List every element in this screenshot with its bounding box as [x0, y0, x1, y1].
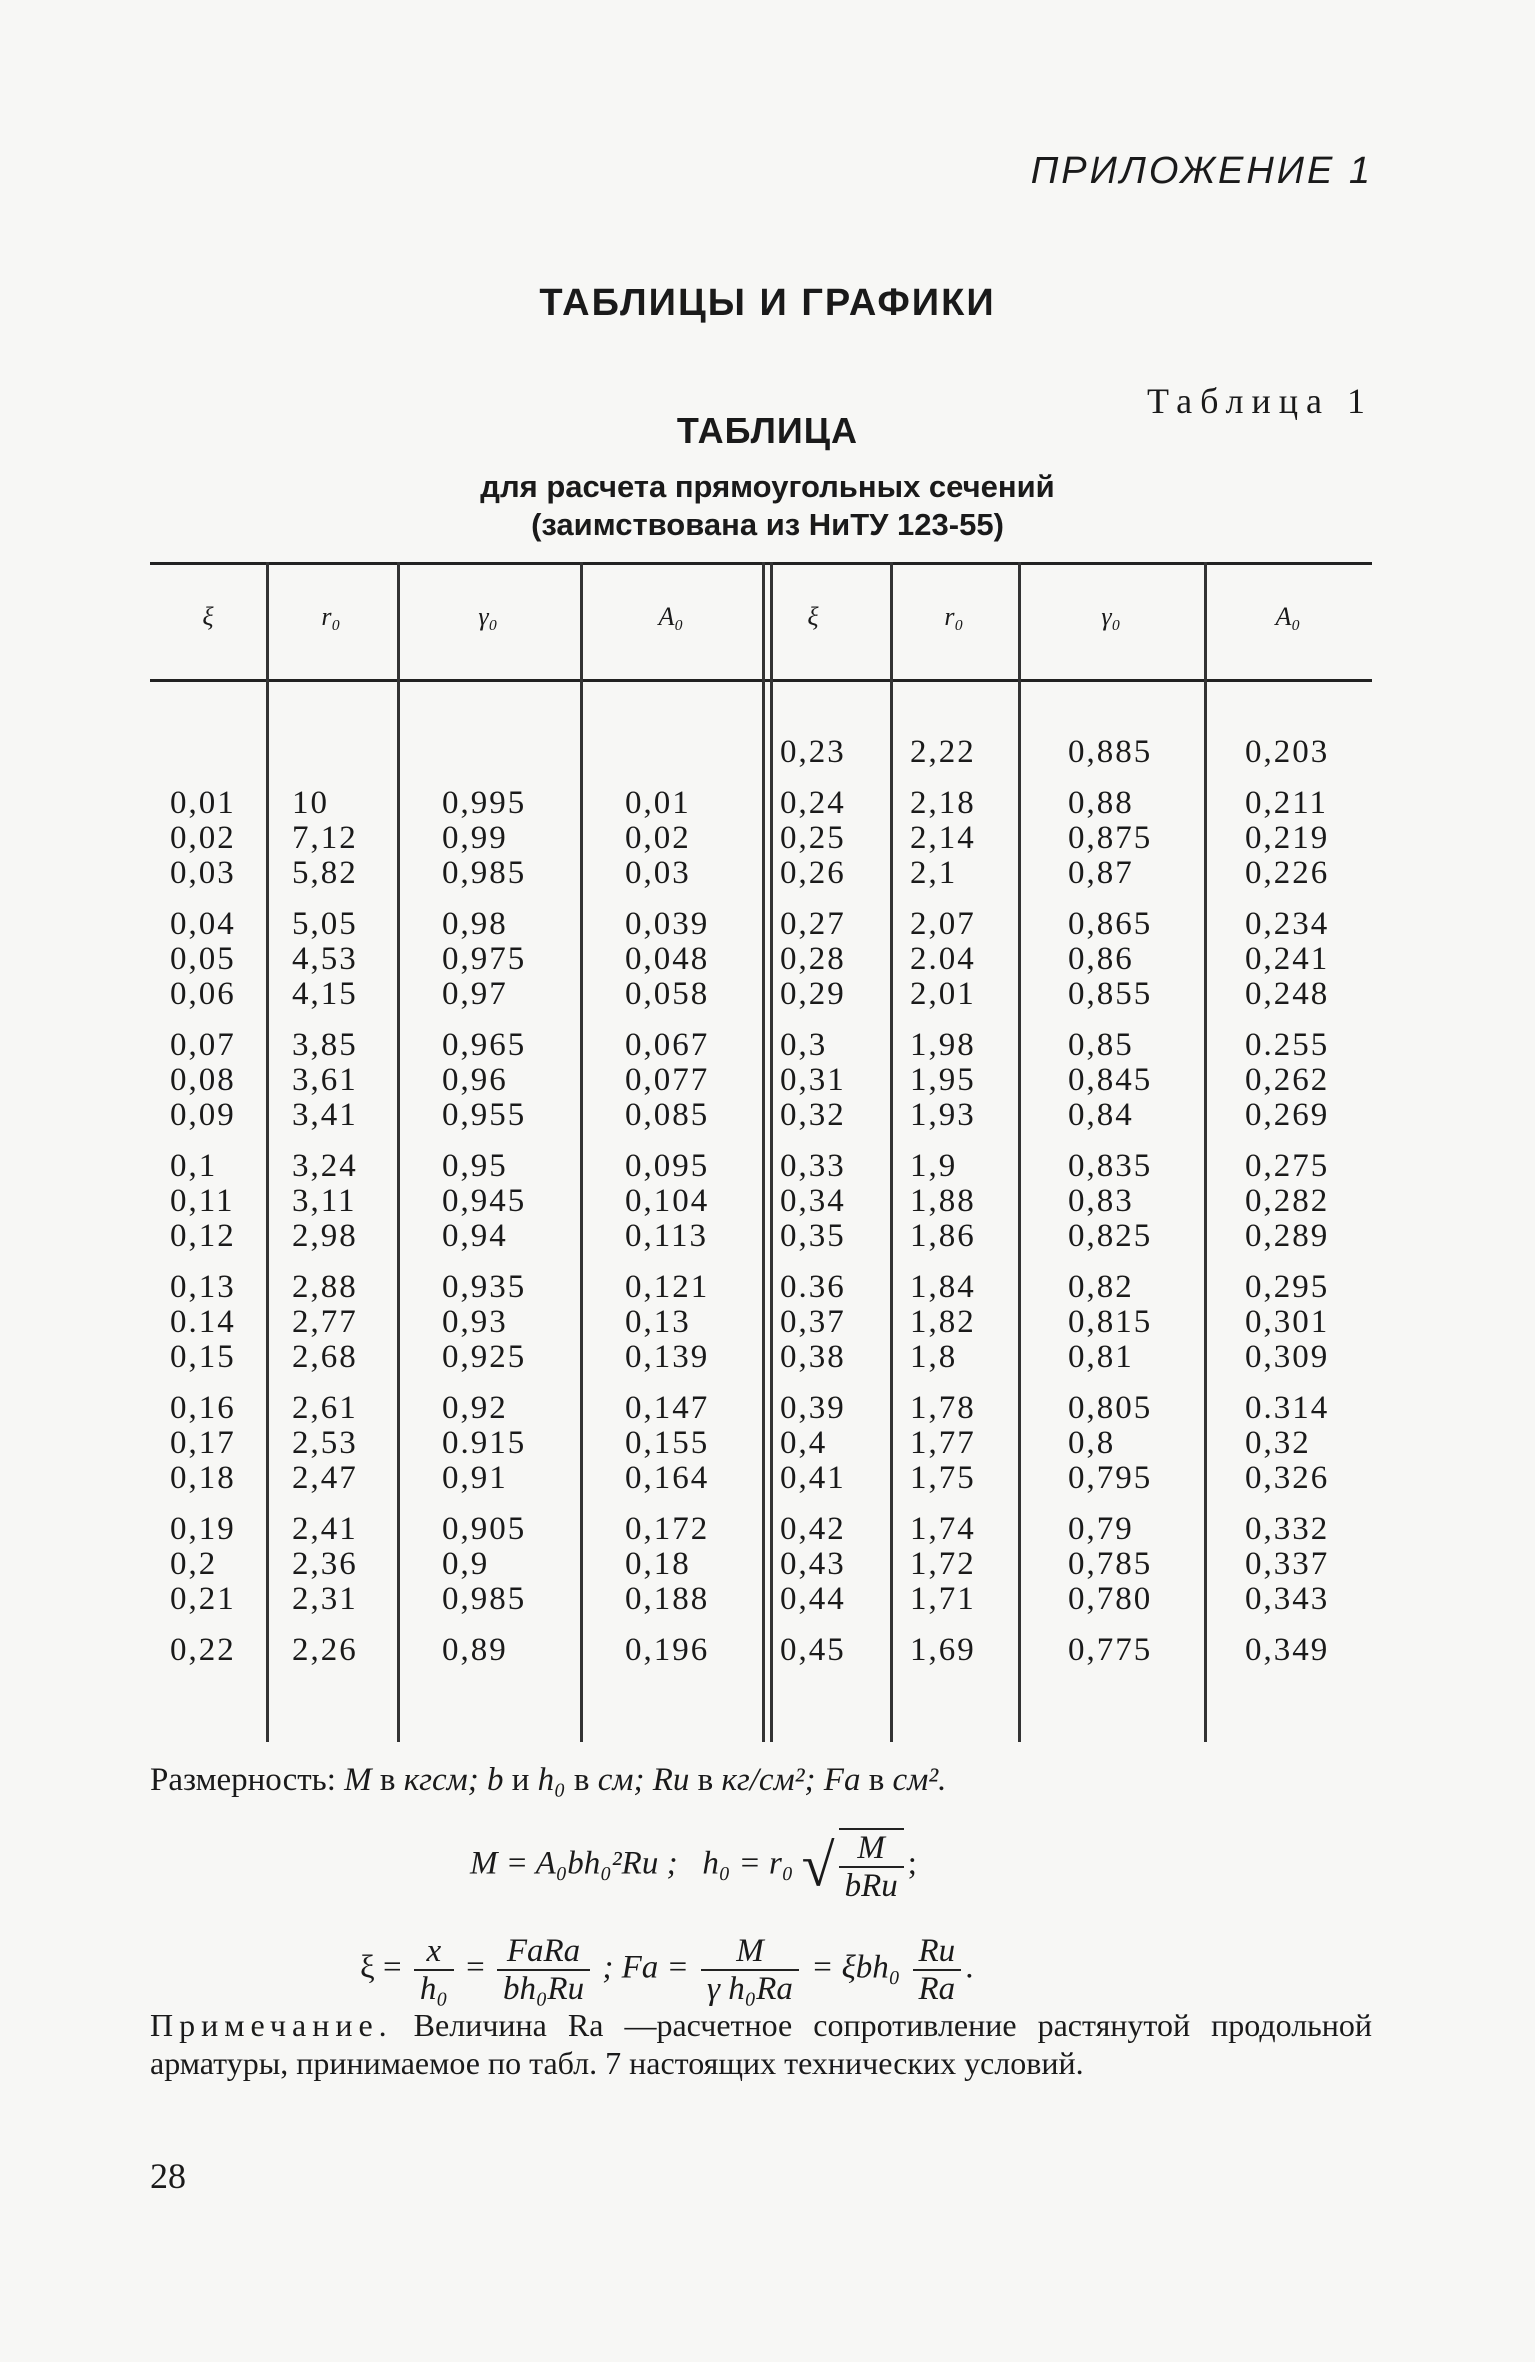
- formula-equals: =: [466, 1949, 485, 1986]
- table-cell: 0,995: [442, 785, 527, 821]
- table-row: [150, 1511, 1372, 1547]
- table-cell: 0,03: [170, 855, 236, 891]
- table-cell: 0,3: [780, 1027, 828, 1063]
- units-v4: в: [868, 1762, 885, 1798]
- table-cell: 0,34: [780, 1183, 846, 1219]
- table-cell: 5,82: [292, 855, 358, 891]
- units-v2: в: [573, 1762, 590, 1798]
- table-row: [150, 1218, 1372, 1254]
- table-cell: 0,98: [442, 906, 508, 942]
- table-cell: 0,155: [625, 1425, 710, 1461]
- table-cell: 0,164: [625, 1460, 710, 1496]
- units-m: M: [344, 1762, 372, 1798]
- units-sm2: см².: [892, 1762, 947, 1798]
- fraction-numerator: FаRа: [497, 1933, 590, 1971]
- units-fa: Fа: [823, 1762, 861, 1798]
- table-cell: 3,11: [292, 1183, 357, 1219]
- table-cell: 1,74: [910, 1511, 976, 1547]
- table-row: [150, 820, 1372, 856]
- table-cell: 0,84: [1068, 1097, 1134, 1133]
- column-header: A₀: [658, 602, 684, 631]
- table-cell: 0,825: [1068, 1218, 1153, 1254]
- table-cell: 0,104: [625, 1183, 710, 1219]
- table-cell: 1,8: [910, 1339, 958, 1375]
- table-cell: 0,37: [780, 1304, 846, 1340]
- table-cell: 0,33: [780, 1148, 846, 1184]
- fraction-denominator: γ h₀Rа: [707, 1971, 793, 2007]
- table-cell: 0,815: [1068, 1304, 1153, 1340]
- table-cell: 0,775: [1068, 1632, 1153, 1668]
- section-title: ТАБЛИЦЫ И ГРАФИКИ: [539, 282, 996, 324]
- table-cell: 0,95: [442, 1148, 508, 1184]
- table-subtitle-line-1: для расчета прямоугольных сечений: [480, 469, 1055, 504]
- fraction-numerator: M: [701, 1933, 799, 1971]
- table-cell: 0,44: [780, 1581, 846, 1617]
- table-cell: 0,26: [780, 855, 846, 891]
- table-cell: 0,248: [1245, 976, 1330, 1012]
- table-cell: 5,05: [292, 906, 358, 942]
- table-cell: 0,18: [170, 1460, 236, 1496]
- table-cell: 0,92: [442, 1390, 508, 1426]
- table-cell: 0,79: [1068, 1511, 1134, 1547]
- table-cell: 2,47: [292, 1460, 358, 1496]
- fraction-x-over-h0: [414, 1933, 454, 2007]
- table-cell: 0,08: [170, 1062, 236, 1098]
- table-cell: 0,81: [1068, 1339, 1134, 1375]
- units-label: Размерность:: [150, 1762, 336, 1798]
- table-row: [150, 1425, 1372, 1461]
- formula-moment: [470, 1828, 917, 1904]
- table-cell: 0,28: [780, 941, 846, 977]
- table-cell: 1,75: [910, 1460, 976, 1496]
- table-cell: 2,01: [910, 976, 976, 1012]
- table-cell: 0,4: [780, 1425, 828, 1461]
- column-header: r₀: [944, 602, 964, 631]
- table-cell: 0,9: [442, 1546, 490, 1582]
- table-row: [150, 941, 1372, 977]
- table-cell: 0,275: [1245, 1148, 1330, 1184]
- table-cell: 10: [292, 785, 329, 821]
- table-cell: 0,282: [1245, 1183, 1330, 1219]
- table-cell: 1,69: [910, 1632, 976, 1668]
- table-subtitle: [0, 468, 1535, 544]
- table-cell: 7,12: [292, 820, 358, 856]
- table-cell: 0,97: [442, 976, 508, 1012]
- formula-moment-lhs: M = A₀bh₀²Rи ;: [470, 1845, 678, 1882]
- units-v1: в: [379, 1762, 396, 1798]
- table-cell: 0,17: [170, 1425, 236, 1461]
- table-number: Таблица 1: [1147, 381, 1373, 421]
- column-header: γ₀: [478, 602, 498, 631]
- table-cell: 0,795: [1068, 1460, 1153, 1496]
- units-i: и: [511, 1762, 530, 1798]
- table-cell: 0,32: [1245, 1425, 1311, 1461]
- table-cell: 0,219: [1245, 820, 1330, 856]
- table-cell: 0,38: [780, 1339, 846, 1375]
- table-row: [150, 1097, 1372, 1133]
- table-cell: 0,048: [625, 941, 710, 977]
- table-cell: 2,22: [910, 734, 976, 770]
- note-text: Величина Rа —расчетное сопротивление растянутой продольной арматуры, принимаемое по табл. 7 настоящих технических условий.: [150, 2007, 1373, 2081]
- formula-fa: ; Fа =: [602, 1949, 689, 1986]
- table-cell: 0,965: [442, 1027, 527, 1063]
- table-row: [150, 1062, 1372, 1098]
- table-cell: 0,955: [442, 1097, 527, 1133]
- table-cell: 0,15: [170, 1339, 236, 1375]
- fraction-m-over-gamma-h0ra: [701, 1933, 799, 2007]
- table-cell: 2,26: [292, 1632, 358, 1668]
- table-cell: 1,9: [910, 1148, 958, 1184]
- table-cell: 0,39: [780, 1390, 846, 1426]
- units-kgsm: кгсм;: [403, 1762, 479, 1798]
- table-cell: 0,94: [442, 1218, 508, 1254]
- table-cell: 0,99: [442, 820, 508, 856]
- table-cell: 0,07: [170, 1027, 236, 1063]
- fraction-denominator: bh₀Rи: [502, 1971, 585, 2007]
- table-cell: 0,96: [442, 1062, 508, 1098]
- table-cell: 2,1: [910, 855, 958, 891]
- table-cell: 0,196: [625, 1632, 710, 1668]
- table-cell: 0,147: [625, 1390, 710, 1426]
- table-cell: 0,234: [1245, 906, 1330, 942]
- table-cell: 0,309: [1245, 1339, 1330, 1375]
- table-cell: 2,31: [292, 1581, 358, 1617]
- table-cell: 0,25: [780, 820, 846, 856]
- table-cell: 0,349: [1245, 1632, 1330, 1668]
- table-cell: 0,067: [625, 1027, 710, 1063]
- table-cell: 0,35: [780, 1218, 846, 1254]
- table-cell: 0,18: [625, 1546, 691, 1582]
- column-header: γ₀: [1101, 602, 1121, 631]
- table-title: ТАБЛИЦА: [676, 410, 859, 451]
- table-cell: 1,72: [910, 1546, 976, 1582]
- table-cell: 4,53: [292, 941, 358, 977]
- table-cell: 0,1: [170, 1148, 218, 1184]
- table-row: [150, 1269, 1372, 1305]
- table-row: [150, 1632, 1372, 1668]
- formula-xi-end: .: [965, 1949, 974, 1986]
- table-row: [150, 1304, 1372, 1340]
- table-cell: 0,139: [625, 1339, 710, 1375]
- table-cell: 0,241: [1245, 941, 1330, 977]
- table-cell: 0,12: [170, 1218, 236, 1254]
- table-cell: 0,935: [442, 1269, 527, 1305]
- table-cell: 0,855: [1068, 976, 1153, 1012]
- table-cell: 0,09: [170, 1097, 236, 1133]
- table-cell: 0,24: [780, 785, 846, 821]
- table-cell: 0,925: [442, 1339, 527, 1375]
- table-row: [150, 906, 1372, 942]
- table-cell: 0,19: [170, 1511, 236, 1547]
- sqrt-sign: √: [801, 1832, 835, 1899]
- table-cell: 0,27: [780, 906, 846, 942]
- fraction-denominator: bRи: [844, 1868, 898, 1904]
- units-ri: Rи: [652, 1762, 690, 1798]
- note-label: Примечание.: [150, 2007, 393, 2043]
- table-cell: 0,188: [625, 1581, 710, 1617]
- units-h0: h₀: [537, 1762, 566, 1798]
- table-cell: 2,18: [910, 785, 976, 821]
- table-cell: 0.915: [442, 1425, 527, 1461]
- table-cell: 3,24: [292, 1148, 358, 1184]
- table-cell: 0,13: [625, 1304, 691, 1340]
- appendix-heading: ПРИЛОЖЕНИЕ 1: [1030, 150, 1373, 192]
- table-cell: 2,98: [292, 1218, 358, 1254]
- table-row: [150, 1183, 1372, 1219]
- table-row: [150, 1390, 1372, 1426]
- table-cell: 0,039: [625, 906, 710, 942]
- table-cell: 0,295: [1245, 1269, 1330, 1305]
- units-sm: см;: [597, 1762, 645, 1798]
- table-cell: 0,875: [1068, 820, 1153, 856]
- table-row: [150, 785, 1372, 821]
- table-cell: 2,14: [910, 820, 976, 856]
- table-cell: 0,01: [625, 785, 691, 821]
- fraction-denominator: Rа: [918, 1971, 956, 2007]
- table-cell: 0,83: [1068, 1183, 1134, 1219]
- table-cell: 0,45: [780, 1632, 846, 1668]
- table-cell: 0.14: [170, 1304, 236, 1340]
- table-cell: 0,203: [1245, 734, 1330, 770]
- table-row: [150, 734, 1372, 770]
- units-b: b: [486, 1762, 504, 1798]
- table-row: [150, 1027, 1372, 1063]
- table-cell: 0.36: [780, 1269, 846, 1305]
- table-cell: 0,172: [625, 1511, 710, 1547]
- fraction-numerator: M: [839, 1830, 904, 1868]
- table-subtitle-line-2: (заимствована из НиТУ 123-55): [531, 507, 1004, 542]
- fraction-m-over-bri: [839, 1828, 904, 1904]
- table-cell: 2,61: [292, 1390, 358, 1426]
- table-cell: 0,301: [1245, 1304, 1330, 1340]
- table-cell: 0,01: [170, 785, 236, 821]
- table-cell: 0,113: [625, 1218, 709, 1254]
- table-cell: 0,785: [1068, 1546, 1153, 1582]
- table-cell: 0,985: [442, 1581, 527, 1617]
- table-cell: 4,15: [292, 976, 358, 1012]
- table-cell: 0,13: [170, 1269, 236, 1305]
- table-cell: 0,985: [442, 855, 527, 891]
- table-cell: 0,21: [170, 1581, 236, 1617]
- table-cell: 0,332: [1245, 1511, 1330, 1547]
- table-cell: 0,86: [1068, 941, 1134, 977]
- formula-xi-bh0: = ξbh₀: [811, 1949, 901, 1986]
- fraction-numerator: x: [414, 1933, 454, 1971]
- table-row: [150, 855, 1372, 891]
- table-row: [150, 976, 1372, 1012]
- fraction-denominator: h₀: [419, 1971, 448, 2007]
- table-cell: 0,23: [780, 734, 846, 770]
- table-cell: 0,11: [170, 1183, 235, 1219]
- table-cell: 0,226: [1245, 855, 1330, 891]
- table-row: [150, 1339, 1372, 1375]
- table-cell: 0,262: [1245, 1062, 1330, 1098]
- fraction-fara-over-bh0ri: [497, 1933, 590, 2007]
- data-table: [150, 562, 1372, 1754]
- table-body: [150, 562, 1372, 1754]
- table-cell: 1,71: [910, 1581, 976, 1617]
- table-cell: 0,82: [1068, 1269, 1134, 1305]
- table-cell: 3,61: [292, 1062, 358, 1098]
- table-cell: 1,84: [910, 1269, 976, 1305]
- units-kgsm2: кг/см²;: [721, 1762, 816, 1798]
- table-cell: 0,85: [1068, 1027, 1134, 1063]
- column-header: ξ: [202, 602, 214, 631]
- table-note: [150, 2006, 1372, 2082]
- fraction-ri-over-ra: [913, 1933, 962, 2007]
- table-cell: 0,095: [625, 1148, 710, 1184]
- table-cell: 1,95: [910, 1062, 976, 1098]
- table-cell: 0,945: [442, 1183, 527, 1219]
- table-cell: 0,326: [1245, 1460, 1330, 1496]
- table-cell: 0,8: [1068, 1425, 1116, 1461]
- table-cell: 2,07: [910, 906, 976, 942]
- table-cell: 0,975: [442, 941, 527, 977]
- table-cell: 0,22: [170, 1632, 236, 1668]
- table-cell: 1,78: [910, 1390, 976, 1426]
- column-header: r₀: [321, 602, 341, 631]
- table-cell: 0,16: [170, 1390, 236, 1426]
- page-number: 28: [150, 2156, 186, 2196]
- table-cell: 0,289: [1245, 1218, 1330, 1254]
- table-cell: 0,2: [170, 1546, 218, 1582]
- table-cell: 1,77: [910, 1425, 976, 1461]
- table-row: [150, 1581, 1372, 1617]
- table-cell: 0,269: [1245, 1097, 1330, 1133]
- table-cell: 0,91: [442, 1460, 508, 1496]
- formula-xi: [360, 1933, 973, 2007]
- table-cell: 0,02: [170, 820, 236, 856]
- table-cell: 2,68: [292, 1339, 358, 1375]
- table-cell: 1,86: [910, 1218, 976, 1254]
- formula-xi-lhs: ξ =: [360, 1949, 402, 1986]
- table-cell: 0,06: [170, 976, 236, 1012]
- table-cell: 0,88: [1068, 785, 1134, 821]
- formula-h0: h₀ = r₀: [702, 1845, 794, 1882]
- table-cell: 1,98: [910, 1027, 976, 1063]
- table-cell: 0,42: [780, 1511, 846, 1547]
- table-cell: 0.314: [1245, 1390, 1330, 1426]
- table-cell: 1,93: [910, 1097, 976, 1133]
- table-cell: 0,337: [1245, 1546, 1330, 1582]
- table-cell: 0,905: [442, 1511, 527, 1547]
- column-header: ξ: [807, 602, 819, 631]
- table-cell: 1,82: [910, 1304, 976, 1340]
- table-cell: 0,845: [1068, 1062, 1153, 1098]
- table-cell: 0,32: [780, 1097, 846, 1133]
- table-cell: 0,31: [780, 1062, 846, 1098]
- table-cell: 0,121: [625, 1269, 710, 1305]
- table-cell: 0,211: [1245, 785, 1329, 821]
- table-cell: 0,93: [442, 1304, 508, 1340]
- table-cell: 0,89: [442, 1632, 508, 1668]
- table-cell: 2,88: [292, 1269, 358, 1305]
- table-cell: 0,343: [1245, 1581, 1330, 1617]
- table-cell: 0,02: [625, 820, 691, 856]
- table-cell: 0,835: [1068, 1148, 1153, 1184]
- table-row: [150, 1460, 1372, 1496]
- table-cell: 0,805: [1068, 1390, 1153, 1426]
- formula-moment-end: ;: [907, 1845, 917, 1882]
- table-cell: 2,36: [292, 1546, 358, 1582]
- table-cell: 1,88: [910, 1183, 976, 1219]
- table-cell: 0,03: [625, 855, 691, 891]
- table-cell: 0,05: [170, 941, 236, 977]
- column-header: A₀: [1275, 602, 1301, 631]
- table-cell: 0,780: [1068, 1581, 1153, 1617]
- table-cell: 2.04: [910, 941, 976, 977]
- fraction-numerator: Rи: [913, 1933, 962, 1971]
- table-cell: 0,41: [780, 1460, 846, 1496]
- table-cell: 3,85: [292, 1027, 358, 1063]
- table-cell: 0,077: [625, 1062, 710, 1098]
- table-cell: 3,41: [292, 1097, 358, 1133]
- table-cell: 0,43: [780, 1546, 846, 1582]
- table-cell: 0,87: [1068, 855, 1134, 891]
- table-cell: 0.255: [1245, 1027, 1330, 1063]
- table-row: [150, 1148, 1372, 1184]
- table-cell: 2,53: [292, 1425, 358, 1461]
- table-cell: 0,04: [170, 906, 236, 942]
- table-cell: 0,865: [1068, 906, 1153, 942]
- table-row: [150, 1546, 1372, 1582]
- table-cell: 2,41: [292, 1511, 358, 1547]
- units-v3: в: [697, 1762, 714, 1798]
- table-cell: 0,058: [625, 976, 710, 1012]
- units-line: [150, 1762, 946, 1799]
- table-cell: 0,085: [625, 1097, 710, 1133]
- table-cell: 0,29: [780, 976, 846, 1012]
- table-cell: 0,885: [1068, 734, 1153, 770]
- table-cell: 2,77: [292, 1304, 358, 1340]
